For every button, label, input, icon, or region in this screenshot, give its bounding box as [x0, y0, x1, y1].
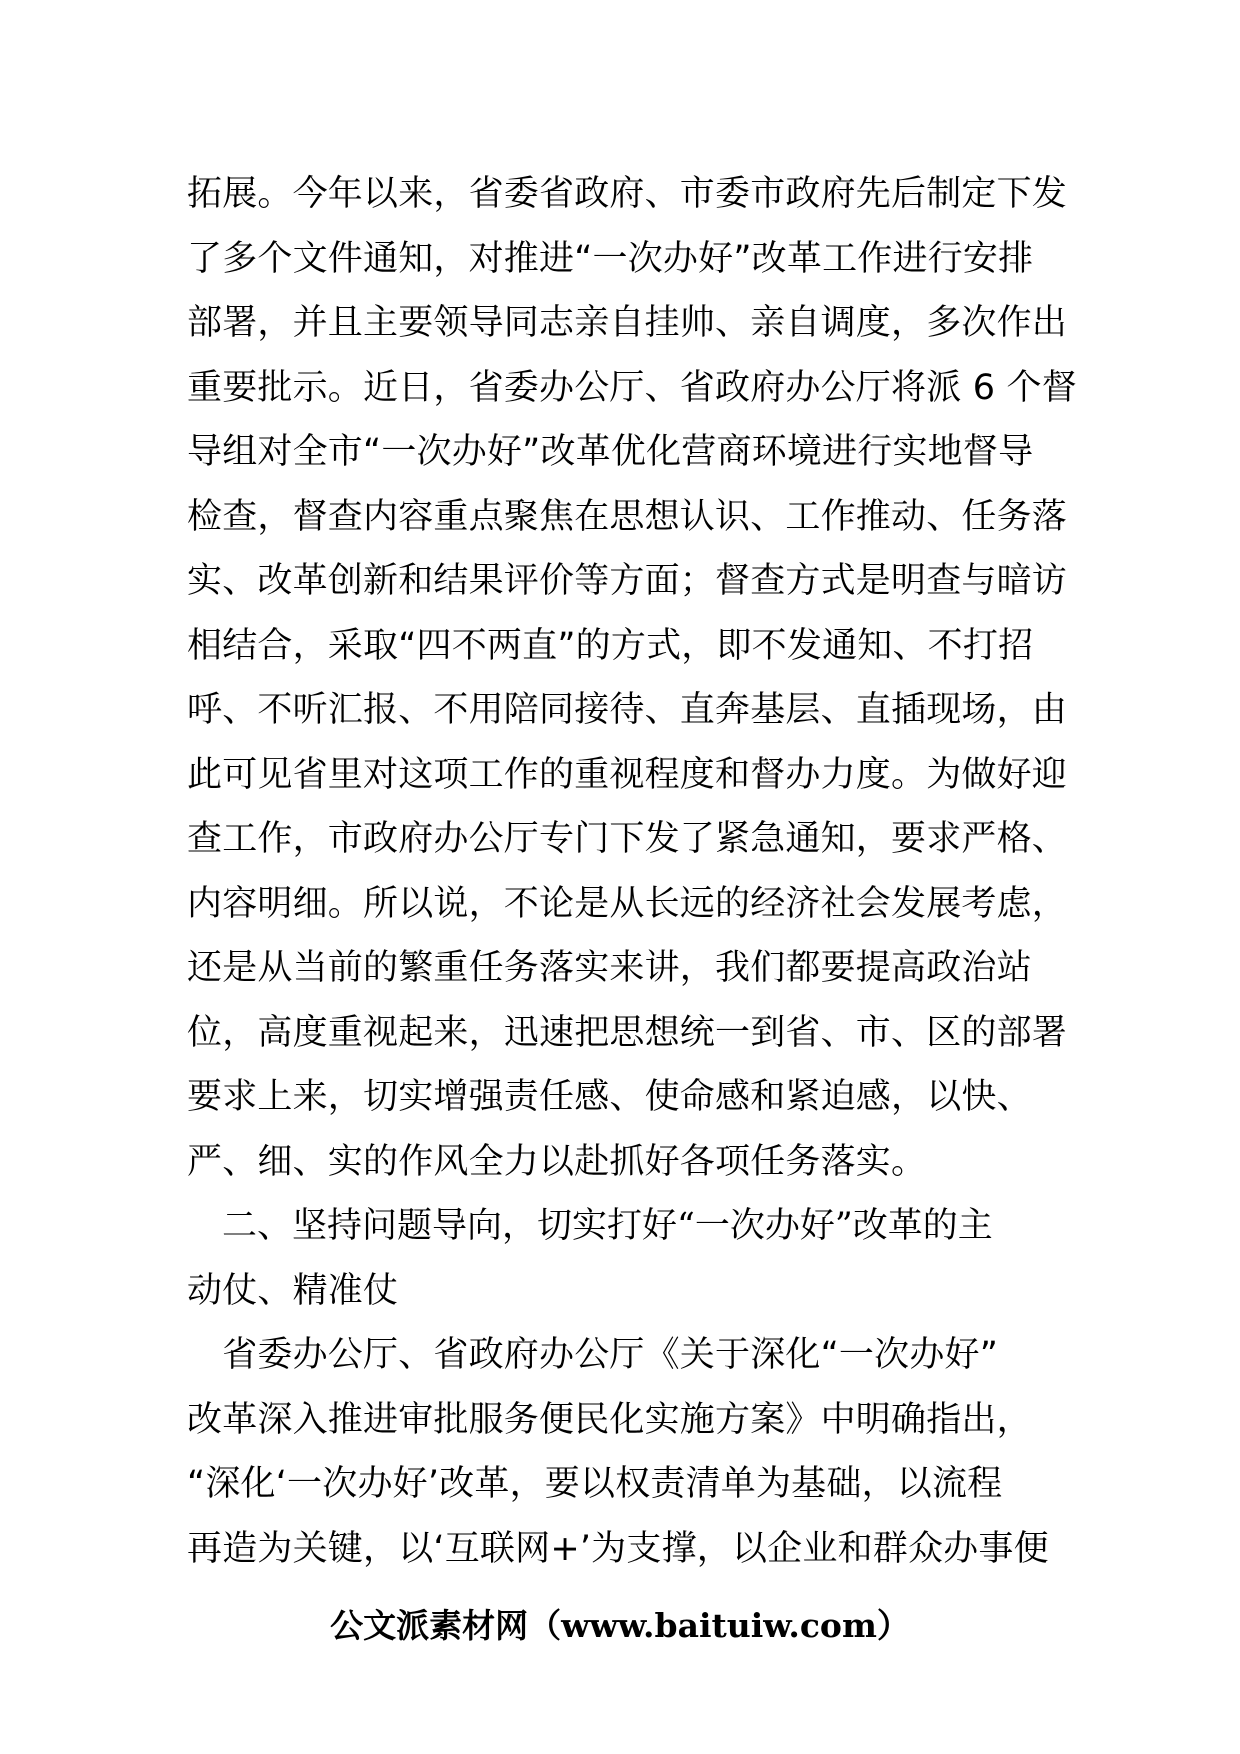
- body-line: 位，高度重视起来，迅速把思想统一到省、市、区的部署: [187, 1012, 1068, 1053]
- body-line: 相结合，采取“四不两直”的方式，即不发通知、不打招: [187, 625, 1034, 666]
- body-line: 再造为关键，以‘互联网+’为支撑，以企业和群众办事便: [187, 1528, 1049, 1569]
- body-line: 了多个文件通知，对推进“一次办好”改革工作进行安排: [187, 238, 1034, 279]
- body-line: “深化‘一次办好’改革，要以权责清单为基础，以流程: [187, 1464, 1003, 1504]
- body-line: 重要批示。近日，省委办公厅、省政府办公厅将派 6 个督: [187, 367, 1077, 408]
- footer-watermark-text: 公文派素材网（www.baituiw.com）: [330, 1606, 910, 1645]
- body-line: 内容明细。所以说，不论是从长远的经济社会发展考虑，: [187, 883, 1068, 924]
- body-line: 检查，督查内容重点聚焦在思想认识、工作推动、任务落: [187, 496, 1068, 537]
- body-line: 还是从当前的繁重任务落实来讲，我们都要提高政治站: [187, 948, 1032, 988]
- body-line: 此可见省里对这项工作的重视程度和督办力度。为做好迎: [187, 754, 1068, 795]
- body-line: 拓展。今年以来，省委省政府、市委市政府先后制定下发: [187, 174, 1068, 214]
- body-line: 导组对全市“一次办好”改革优化营商环境进行实地督导: [187, 432, 1034, 472]
- body-line: 部署，并且主要领导同志亲自挂帅、亲自调度，多次作出: [187, 303, 1068, 343]
- body-line: 要求上来，切实增强责任感、使命感和紧迫感，以快、: [187, 1077, 1032, 1117]
- section-heading-line: 二、坚持问题导向，切实打好“一次办好”改革的主: [187, 1206, 993, 1246]
- body-line: 呼、不听汇报、不用陪同接待、直奔基层、直插现场，由: [187, 690, 1068, 730]
- section-heading-line: 动仗、精准仗: [187, 1270, 399, 1311]
- body-line: 省委办公厅、省政府办公厅《关于深化“一次办好”: [187, 1335, 999, 1375]
- body-line: 实、改革创新和结果评价等方面；督查方式是明查与暗访: [187, 561, 1068, 601]
- body-line: 改革深入推进审批服务便民化实施方案》中明确指出，: [187, 1399, 1032, 1440]
- body-line: 严、细、实的作风全力以赴抓好各项任务落实。: [187, 1141, 927, 1182]
- body-line: 查工作，市政府办公厅专门下发了紧急通知，要求严格、: [187, 819, 1068, 859]
- document-body: [187, 162, 1077, 1581]
